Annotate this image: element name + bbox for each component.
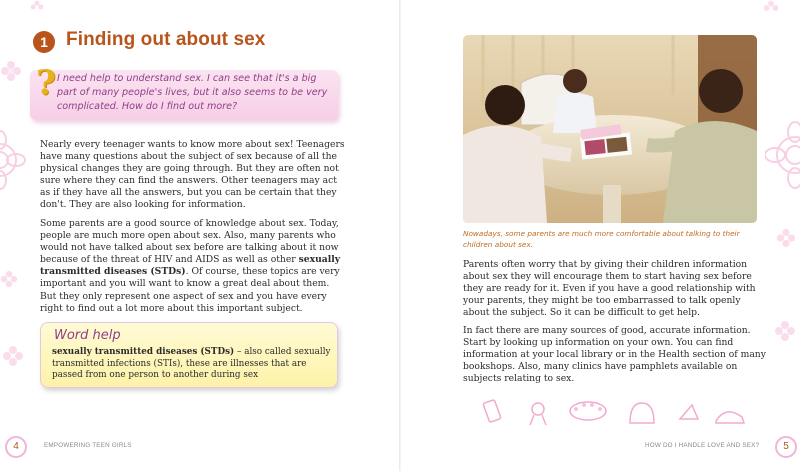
- word-help-title: Word help: [54, 328, 121, 343]
- page-number: 4: [5, 436, 27, 458]
- small-flower-icon: [2, 345, 24, 367]
- word-help-definition: [52, 347, 334, 382]
- page-fold: [399, 0, 401, 471]
- glossary-term: sexually transmitted diseases (STDs): [40, 254, 341, 278]
- running-footer: HOW DO I HANDLE LOVE AND SEX?: [645, 442, 760, 449]
- small-flower-icon: [774, 320, 796, 342]
- decorative-icons-row: [480, 395, 750, 427]
- family-photo: [463, 35, 757, 223]
- flower-decoration-icon: [0, 130, 26, 190]
- question-mark-icon: ?: [36, 63, 56, 103]
- body-paragraph: Parents often worry that by giving their children information about sex they will encourage them to start having sex before they are ready for it. Even if you have a good relationship with your parents, they might be too embarrassed to talk openly about the subject. So it can be difficult to get help.: [463, 259, 756, 319]
- small-flower-icon: [760, 0, 782, 16]
- running-footer: EMPOWERING TEEN GIRLS: [44, 442, 132, 449]
- body-paragraph: In fact there are many sources of good, accurate information. Start by looking up information on your own. You can find information at your local library or in the Health section of many bookshops. Also, many clinics have pamphlets available on subjects relating to sex.: [463, 325, 766, 385]
- flower-decoration-icon: [765, 120, 800, 190]
- word-help-definition-text: – also called sexually transmitted infections (STIs), these are illnesses that are passed from one person to another during sex: [52, 347, 331, 381]
- paragraph-text: . Of course, these topics are very important and you will want to know a great deal about them. But they only represent one aspect of sex and you have every right to find out a lot more about this important subject.: [40, 266, 340, 314]
- body-paragraph: Nearly every teenager wants to know more about sex! Teenagers have many questions about the subject of sex because of all the physical changes they are going through. But they are often not sure where they can find the answers. Other teenagers may act as if they have all the answers, but you can be certain that they don't. They are also looking for information.: [40, 139, 345, 211]
- small-flower-icon: [0, 270, 18, 288]
- paragraph-text: Some parents are a good source of knowledge about sex. Today, people are much more open about sex. Also, many parents who would not have talked about sex before are talking about it now because of the threat of HIV and AIDS as well as other: [40, 218, 339, 266]
- chapter-number-badge: 1: [33, 31, 55, 53]
- body-paragraph: [40, 218, 346, 315]
- page-title: Finding out about sex: [66, 29, 266, 50]
- word-help-term: sexually transmitted diseases (STDs): [52, 347, 235, 357]
- question-text: I need help to understand sex. I can see that it's a big part of many people's lives, but it also seems to be very complicated. How do I find out more?: [57, 73, 328, 112]
- small-flower-icon: [0, 60, 22, 82]
- small-flower-icon: [28, 0, 46, 14]
- page-number: 5: [775, 436, 797, 458]
- small-flower-icon: [776, 228, 796, 248]
- photo-caption: Nowadays, some parents are much more comfortable about talking to their children about sex.: [463, 229, 740, 249]
